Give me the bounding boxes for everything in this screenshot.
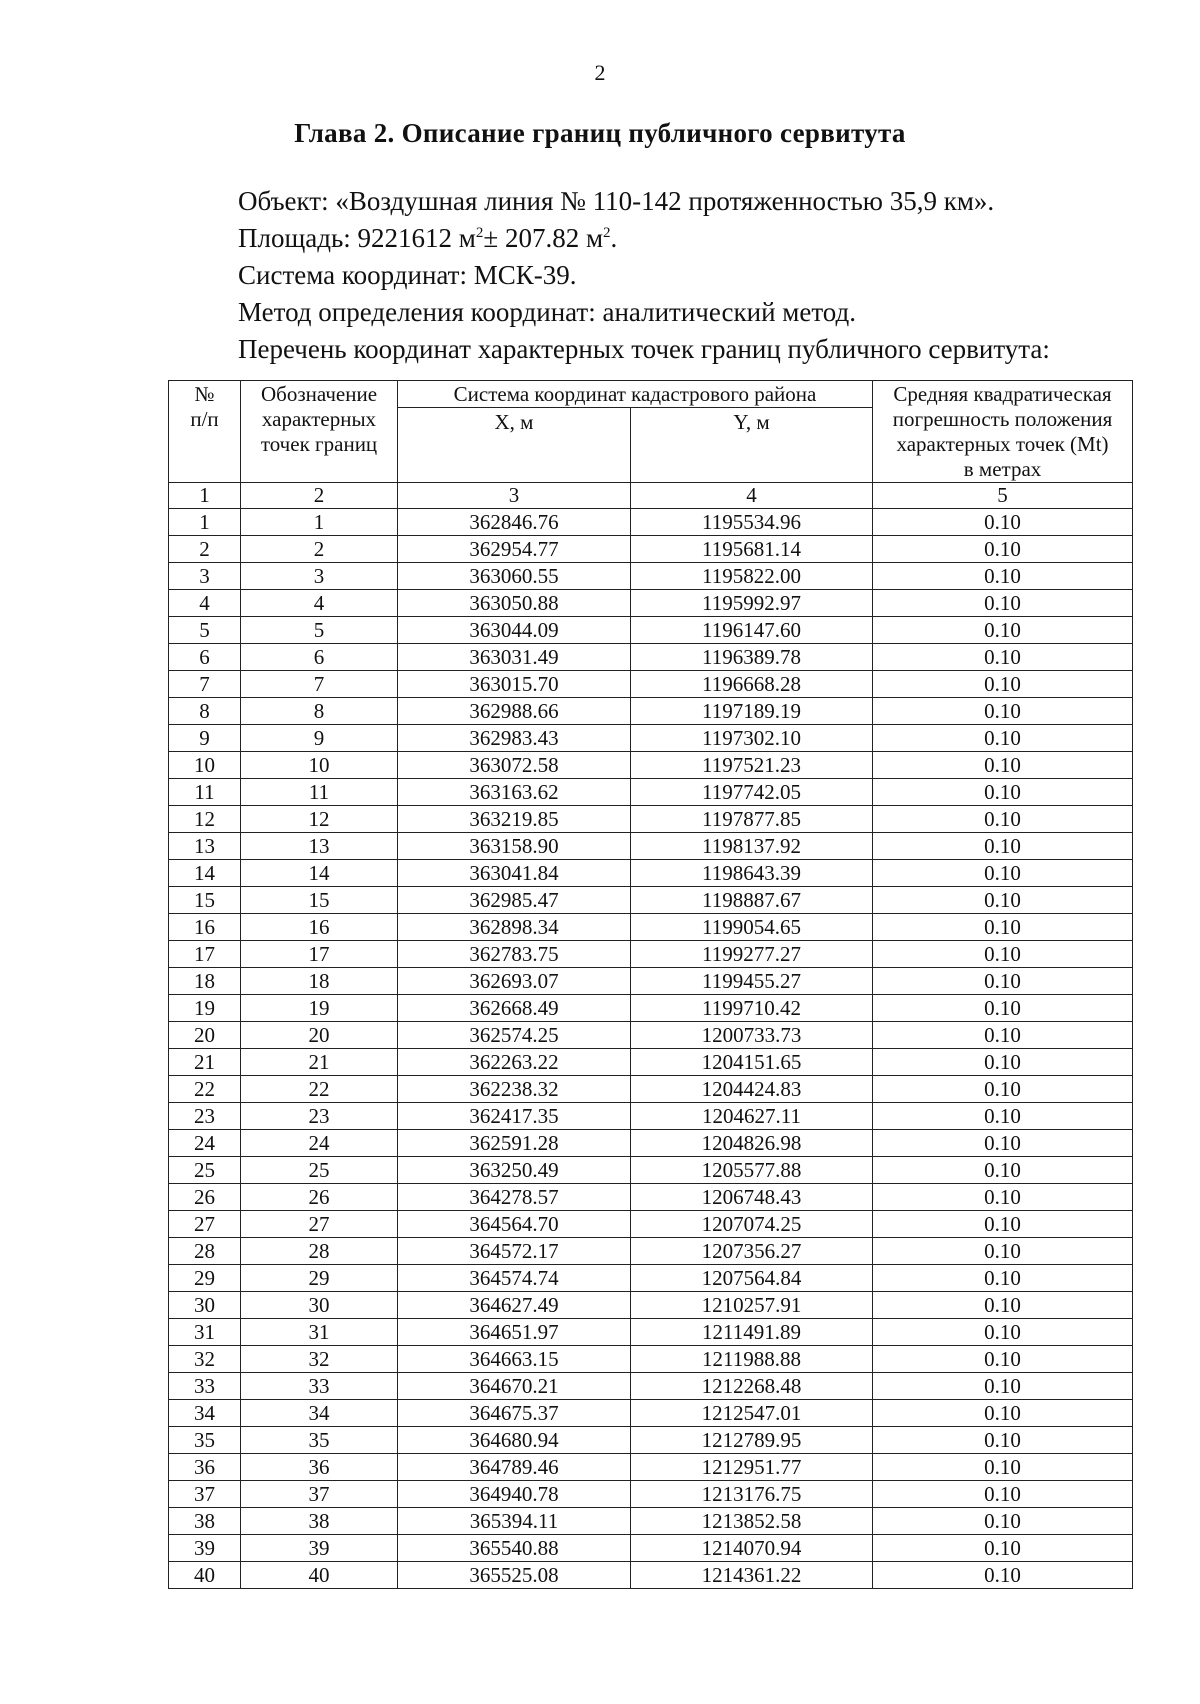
cell-y: 1212789.95 (631, 1427, 873, 1454)
cell-x: 364572.17 (398, 1238, 631, 1265)
area-prefix: Площадь: 9221612 м (238, 223, 476, 253)
cell-designation: 24 (241, 1130, 398, 1157)
cell-error: 0.10 (873, 1265, 1133, 1292)
cell-index: 18 (169, 968, 241, 995)
cell-designation: 25 (241, 1157, 398, 1184)
cell-x: 363219.85 (398, 806, 631, 833)
cell-index: 14 (169, 860, 241, 887)
cell-index: 26 (169, 1184, 241, 1211)
cell-y: 1214070.94 (631, 1535, 873, 1562)
cell-x: 362988.66 (398, 698, 631, 725)
cell-y: 1198887.67 (631, 887, 873, 914)
table-row (169, 1427, 1133, 1454)
area-tolerance-exponent: 2 (603, 225, 611, 241)
cell-index: 5 (169, 617, 241, 644)
cell-x: 362417.35 (398, 1103, 631, 1130)
header-error (873, 381, 1133, 483)
cell-designation: 2 (241, 536, 398, 563)
table-row (169, 1211, 1133, 1238)
cell-error: 0.10 (873, 1103, 1133, 1130)
cell-error: 0.10 (873, 698, 1133, 725)
cell-index: 3 (169, 563, 241, 590)
cell-y: 1213852.58 (631, 1508, 873, 1535)
cell-y: 1212547.01 (631, 1400, 873, 1427)
area-unit-exponent: 2 (475, 225, 484, 241)
cell-error: 0.10 (873, 752, 1133, 779)
cell-y: 1211491.89 (631, 1319, 873, 1346)
cell-index: 9 (169, 725, 241, 752)
cell-x: 362238.32 (398, 1076, 631, 1103)
header-num-line-1: № (194, 382, 215, 406)
cell-y: 1197742.05 (631, 779, 873, 806)
header-designation-line-1: Обозначение (260, 382, 378, 406)
cell-error: 0.10 (873, 1049, 1133, 1076)
cell-x: 364675.37 (398, 1400, 631, 1427)
cell-error: 0.10 (873, 1211, 1133, 1238)
cell-y: 1210257.91 (631, 1292, 873, 1319)
cell-designation: 19 (241, 995, 398, 1022)
table-row (169, 617, 1133, 644)
table-row (169, 698, 1133, 725)
cell-y: 1212951.77 (631, 1454, 873, 1481)
cell-index: 11 (169, 779, 241, 806)
cell-error: 0.10 (873, 1454, 1133, 1481)
cell-y: 1195822.00 (631, 563, 873, 590)
cell-index: 24 (169, 1130, 241, 1157)
cell-designation: 30 (241, 1292, 398, 1319)
cell-index: 39 (169, 1535, 241, 1562)
table-row (169, 590, 1133, 617)
cell-x: 364574.74 (398, 1265, 631, 1292)
cell-designation: 22 (241, 1076, 398, 1103)
table-row (169, 1238, 1133, 1265)
cell-index: 20 (169, 1022, 241, 1049)
header-error-line-2: погрешность положения (892, 407, 1113, 431)
cell-index: 1 (169, 509, 241, 536)
cell-y: 1197189.19 (631, 698, 873, 725)
cell-index: 13 (169, 833, 241, 860)
cell-y: 1197877.85 (631, 806, 873, 833)
cell-error: 0.10 (873, 1076, 1133, 1103)
cell-y: 1213176.75 (631, 1481, 873, 1508)
cell-designation: 40 (241, 1562, 398, 1589)
cell-error: 0.10 (873, 968, 1133, 995)
cell-y: 1204151.65 (631, 1049, 873, 1076)
cell-x: 362954.77 (398, 536, 631, 563)
table-row (169, 887, 1133, 914)
table-row (169, 1373, 1133, 1400)
cell-designation: 21 (241, 1049, 398, 1076)
cell-x: 364651.97 (398, 1319, 631, 1346)
cell-index: 28 (169, 1238, 241, 1265)
header-y: Y, м (631, 408, 873, 483)
cell-designation: 3 (241, 563, 398, 590)
column-number: 3 (398, 483, 631, 509)
cell-designation: 14 (241, 860, 398, 887)
cell-x: 363250.49 (398, 1157, 631, 1184)
cell-index: 36 (169, 1454, 241, 1481)
cell-designation: 31 (241, 1319, 398, 1346)
table-row (169, 1130, 1133, 1157)
cell-x: 364627.49 (398, 1292, 631, 1319)
cell-y: 1196389.78 (631, 644, 873, 671)
cell-error: 0.10 (873, 1535, 1133, 1562)
cell-y: 1214361.22 (631, 1562, 873, 1589)
cell-y: 1200733.73 (631, 1022, 873, 1049)
table-row (169, 914, 1133, 941)
cell-y: 1195992.97 (631, 590, 873, 617)
cell-x: 362898.34 (398, 914, 631, 941)
cell-x: 362668.49 (398, 995, 631, 1022)
table-row (169, 1346, 1133, 1373)
cell-index: 35 (169, 1427, 241, 1454)
header-num (169, 381, 241, 483)
table-row (169, 509, 1133, 536)
cell-index: 25 (169, 1157, 241, 1184)
cell-error: 0.10 (873, 1130, 1133, 1157)
cell-x: 362591.28 (398, 1130, 631, 1157)
header-coord-system: Система координат кадастрового района (398, 381, 873, 408)
cell-error: 0.10 (873, 1157, 1133, 1184)
column-number: 2 (241, 483, 398, 509)
table-row (169, 1022, 1133, 1049)
cell-designation: 37 (241, 1481, 398, 1508)
cell-index: 4 (169, 590, 241, 617)
cell-x: 364940.78 (398, 1481, 631, 1508)
cell-y: 1204424.83 (631, 1076, 873, 1103)
table-row (169, 563, 1133, 590)
table-row (169, 1400, 1133, 1427)
table-row (169, 1535, 1133, 1562)
cell-index: 38 (169, 1508, 241, 1535)
table-row (169, 1481, 1133, 1508)
table-row (169, 536, 1133, 563)
cell-x: 362846.76 (398, 509, 631, 536)
table-row (169, 941, 1133, 968)
cell-index: 29 (169, 1265, 241, 1292)
cell-x: 364663.15 (398, 1346, 631, 1373)
cell-x: 362783.75 (398, 941, 631, 968)
cell-x: 362983.43 (398, 725, 631, 752)
cell-designation: 12 (241, 806, 398, 833)
cell-designation: 23 (241, 1103, 398, 1130)
cell-designation: 32 (241, 1346, 398, 1373)
list-title: Перечень координат характерных точек границ публичного сервитута: (238, 334, 1050, 364)
header-error-line-3: характерных точек (Mt) (896, 432, 1109, 456)
area-line (238, 220, 1158, 257)
cell-y: 1207564.84 (631, 1265, 873, 1292)
cell-x: 365525.08 (398, 1562, 631, 1589)
table-row (169, 1184, 1133, 1211)
cell-index: 34 (169, 1400, 241, 1427)
cell-x: 363031.49 (398, 644, 631, 671)
cell-error: 0.10 (873, 1427, 1133, 1454)
cell-error: 0.10 (873, 671, 1133, 698)
cell-error: 0.10 (873, 1238, 1133, 1265)
cell-designation: 34 (241, 1400, 398, 1427)
cell-designation: 11 (241, 779, 398, 806)
table-row (169, 644, 1133, 671)
cell-designation: 26 (241, 1184, 398, 1211)
cell-x: 364564.70 (398, 1211, 631, 1238)
cell-index: 16 (169, 914, 241, 941)
header-error-line-4: в метрах (963, 457, 1042, 481)
cell-designation: 17 (241, 941, 398, 968)
cell-index: 22 (169, 1076, 241, 1103)
cell-y: 1199710.42 (631, 995, 873, 1022)
table-row (169, 833, 1133, 860)
cell-error: 0.10 (873, 779, 1133, 806)
cell-designation: 8 (241, 698, 398, 725)
cell-y: 1212268.48 (631, 1373, 873, 1400)
cell-error: 0.10 (873, 860, 1133, 887)
cell-x: 364278.57 (398, 1184, 631, 1211)
cell-designation: 33 (241, 1373, 398, 1400)
cell-x: 363072.58 (398, 752, 631, 779)
cell-x: 365394.11 (398, 1508, 631, 1535)
table-row (169, 1157, 1133, 1184)
table-row (169, 968, 1133, 995)
cell-index: 30 (169, 1292, 241, 1319)
cell-error: 0.10 (873, 725, 1133, 752)
cell-y: 1197302.10 (631, 725, 873, 752)
coordinates-table-wrapper (168, 380, 1132, 1589)
cell-x: 363041.84 (398, 860, 631, 887)
cell-y: 1198137.92 (631, 833, 873, 860)
cell-y: 1211988.88 (631, 1346, 873, 1373)
cell-error: 0.10 (873, 617, 1133, 644)
cell-error: 0.10 (873, 1319, 1133, 1346)
cell-index: 15 (169, 887, 241, 914)
cell-y: 1197521.23 (631, 752, 873, 779)
cell-designation: 5 (241, 617, 398, 644)
cell-error: 0.10 (873, 536, 1133, 563)
cell-y: 1207074.25 (631, 1211, 873, 1238)
table-row (169, 1292, 1133, 1319)
cell-error: 0.10 (873, 1346, 1133, 1373)
cell-error: 0.10 (873, 995, 1133, 1022)
cell-error: 0.10 (873, 1184, 1133, 1211)
cell-y: 1204627.11 (631, 1103, 873, 1130)
cell-x: 363163.62 (398, 779, 631, 806)
cell-error: 0.10 (873, 590, 1133, 617)
chapter-title: Глава 2. Описание границ публичного сервитута (294, 118, 906, 148)
cell-designation: 1 (241, 509, 398, 536)
cell-y: 1199455.27 (631, 968, 873, 995)
table-body (169, 483, 1133, 1589)
cell-error: 0.10 (873, 1481, 1133, 1508)
cell-designation: 9 (241, 725, 398, 752)
cell-index: 40 (169, 1562, 241, 1589)
cell-designation: 29 (241, 1265, 398, 1292)
cell-x: 363050.88 (398, 590, 631, 617)
page-number: 2 (594, 60, 606, 85)
column-number: 1 (169, 483, 241, 509)
cell-x: 363158.90 (398, 833, 631, 860)
cell-index: 33 (169, 1373, 241, 1400)
header-error-line-1: Средняя квадратическая (893, 382, 1112, 406)
table-row (169, 1454, 1133, 1481)
cell-error: 0.10 (873, 887, 1133, 914)
cell-error: 0.10 (873, 941, 1133, 968)
cell-x: 362693.07 (398, 968, 631, 995)
cell-index: 32 (169, 1346, 241, 1373)
cell-designation: 10 (241, 752, 398, 779)
cell-x: 363044.09 (398, 617, 631, 644)
cell-x: 363060.55 (398, 563, 631, 590)
cell-index: 8 (169, 698, 241, 725)
cell-error: 0.10 (873, 1022, 1133, 1049)
table-row (169, 752, 1133, 779)
cell-error: 0.10 (873, 563, 1133, 590)
header-x: X, м (398, 408, 631, 483)
cell-x: 364680.94 (398, 1427, 631, 1454)
table-row (169, 671, 1133, 698)
cell-error: 0.10 (873, 1292, 1133, 1319)
table-row (169, 860, 1133, 887)
cell-designation: 15 (241, 887, 398, 914)
cell-x: 364789.46 (398, 1454, 631, 1481)
cell-y: 1207356.27 (631, 1238, 873, 1265)
cell-designation: 18 (241, 968, 398, 995)
cell-x: 362263.22 (398, 1049, 631, 1076)
cell-error: 0.10 (873, 1508, 1133, 1535)
cell-designation: 27 (241, 1211, 398, 1238)
table-row (169, 1076, 1133, 1103)
cell-x: 362985.47 (398, 887, 631, 914)
object-info (238, 183, 1158, 368)
cell-y: 1196147.60 (631, 617, 873, 644)
cell-designation: 7 (241, 671, 398, 698)
cell-index: 12 (169, 806, 241, 833)
table-row (169, 806, 1133, 833)
cell-designation: 20 (241, 1022, 398, 1049)
table-row (169, 1049, 1133, 1076)
coord-system-line: Система координат: МСК-39. (238, 260, 577, 290)
cell-error: 0.10 (873, 644, 1133, 671)
cell-y: 1195534.96 (631, 509, 873, 536)
table-row (169, 1562, 1133, 1589)
table-row (169, 1103, 1133, 1130)
table-row (169, 1508, 1133, 1535)
object-line: Объект: «Воздушная линия № 110-142 протяженностью 35,9 км». (238, 186, 995, 216)
header-designation (241, 381, 398, 483)
table-row (169, 1319, 1133, 1346)
cell-error: 0.10 (873, 1562, 1133, 1589)
header-designation-line-3: точек границ (260, 432, 378, 456)
header-num-line-2: п/п (190, 407, 219, 431)
method-line: Метод определения координат: аналитический метод. (238, 297, 857, 327)
cell-x: 363015.70 (398, 671, 631, 698)
cell-y: 1199277.27 (631, 941, 873, 968)
cell-designation: 6 (241, 644, 398, 671)
cell-designation: 13 (241, 833, 398, 860)
cell-designation: 39 (241, 1535, 398, 1562)
cell-index: 19 (169, 995, 241, 1022)
cell-index: 10 (169, 752, 241, 779)
cell-error: 0.10 (873, 914, 1133, 941)
cell-y: 1206748.43 (631, 1184, 873, 1211)
cell-index: 27 (169, 1211, 241, 1238)
cell-y: 1195681.14 (631, 536, 873, 563)
cell-x: 362574.25 (398, 1022, 631, 1049)
cell-index: 7 (169, 671, 241, 698)
cell-designation: 36 (241, 1454, 398, 1481)
cell-designation: 28 (241, 1238, 398, 1265)
table-row (169, 725, 1133, 752)
cell-x: 365540.88 (398, 1535, 631, 1562)
cell-index: 6 (169, 644, 241, 671)
cell-y: 1196668.28 (631, 671, 873, 698)
cell-error: 0.10 (873, 806, 1133, 833)
column-numbers-row (169, 483, 1133, 509)
cell-index: 31 (169, 1319, 241, 1346)
cell-y: 1204826.98 (631, 1130, 873, 1157)
cell-y: 1205577.88 (631, 1157, 873, 1184)
coordinates-table (168, 380, 1133, 1589)
table-row (169, 995, 1133, 1022)
cell-error: 0.10 (873, 833, 1133, 860)
cell-designation: 35 (241, 1427, 398, 1454)
cell-designation: 16 (241, 914, 398, 941)
cell-error: 0.10 (873, 1400, 1133, 1427)
cell-error: 0.10 (873, 509, 1133, 536)
table-row (169, 779, 1133, 806)
column-number: 5 (873, 483, 1133, 509)
column-number: 4 (631, 483, 873, 509)
cell-designation: 38 (241, 1508, 398, 1535)
area-suffix: . (610, 223, 618, 253)
table-row (169, 1265, 1133, 1292)
area-tolerance: ± 207.82 м (483, 223, 604, 253)
cell-index: 21 (169, 1049, 241, 1076)
cell-y: 1198643.39 (631, 860, 873, 887)
cell-error: 0.10 (873, 1373, 1133, 1400)
cell-y: 1199054.65 (631, 914, 873, 941)
cell-index: 17 (169, 941, 241, 968)
header-designation-line-2: характерных (261, 407, 377, 431)
cell-x: 364670.21 (398, 1373, 631, 1400)
cell-index: 23 (169, 1103, 241, 1130)
cell-index: 37 (169, 1481, 241, 1508)
cell-designation: 4 (241, 590, 398, 617)
cell-index: 2 (169, 536, 241, 563)
